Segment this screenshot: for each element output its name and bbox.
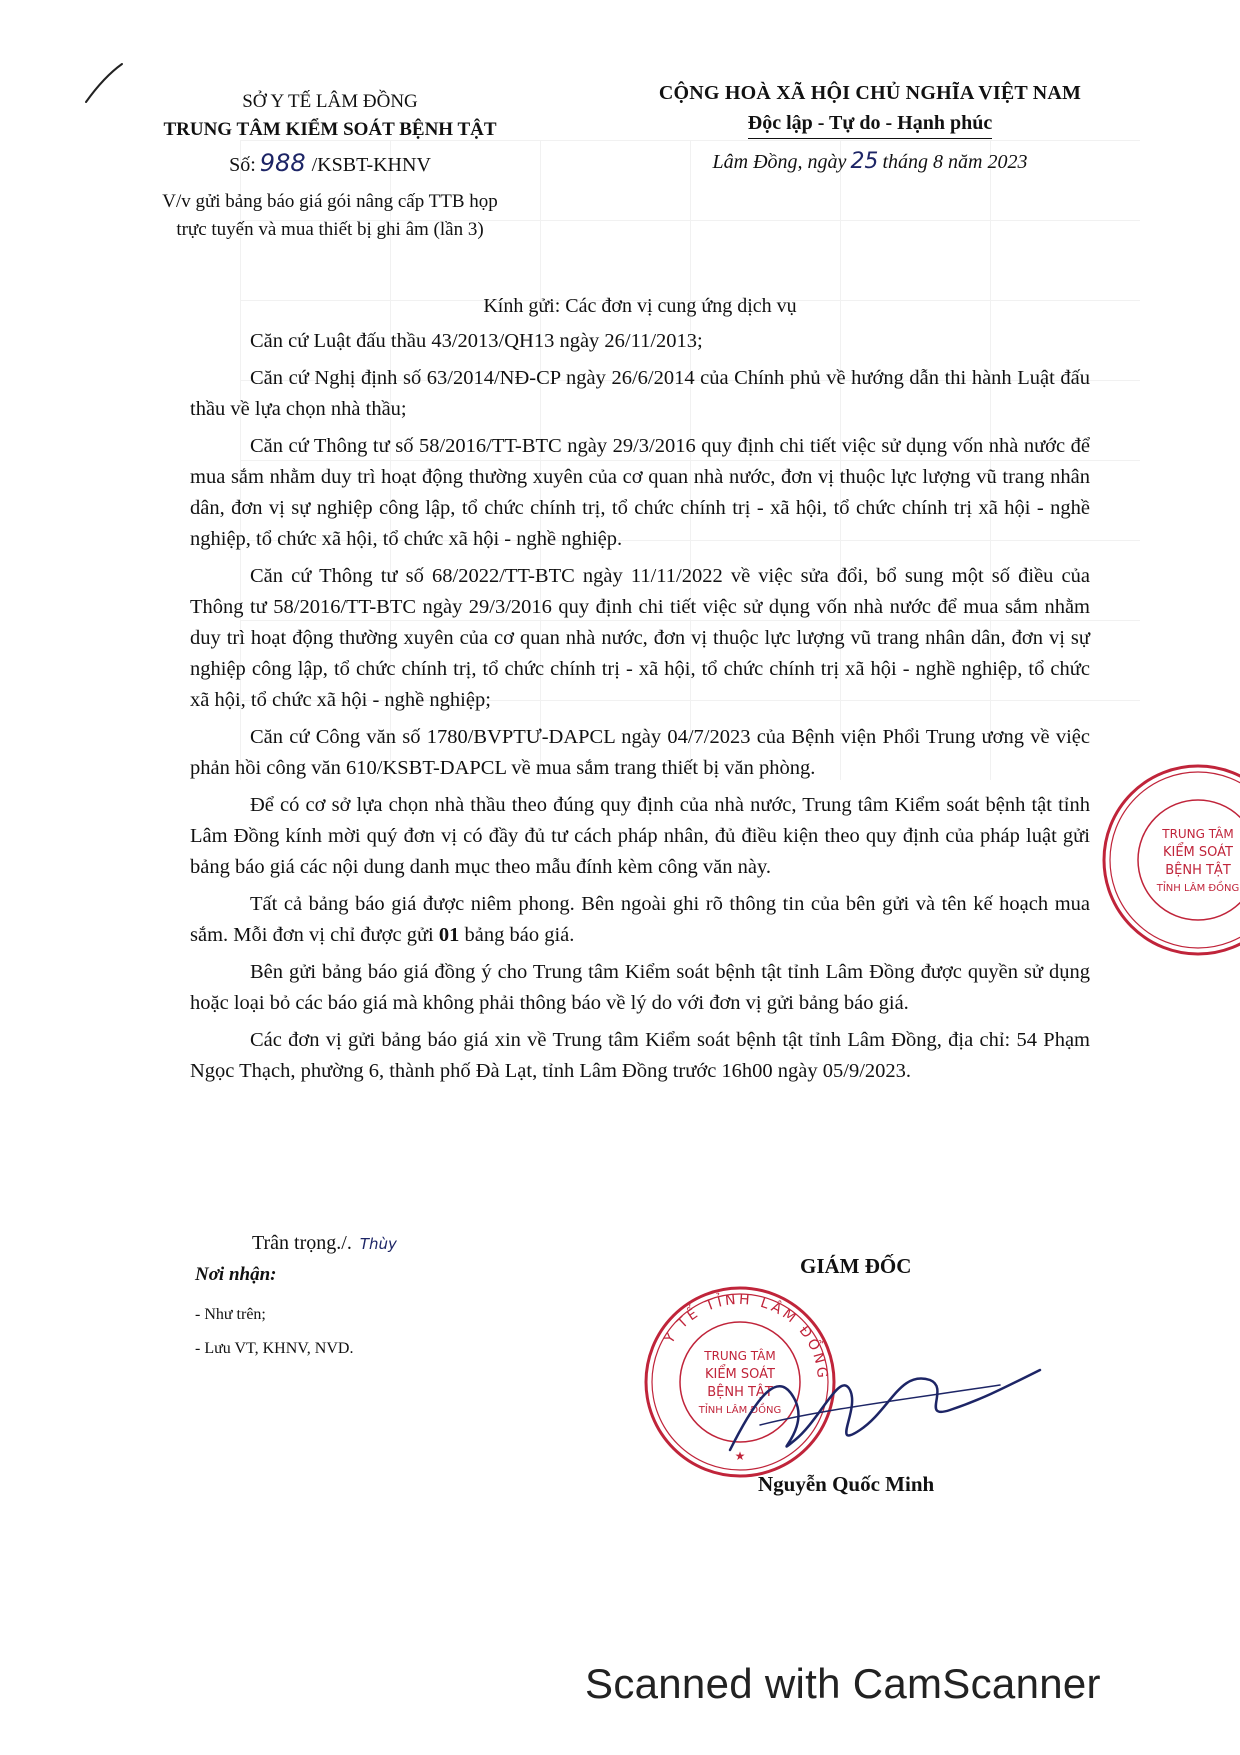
paragraph-invitation: Để có cơ sở lựa chọn nhà thầu theo đúng quy định của nhà nước, Trung tâm Kiểm soát bệnh tật tỉnh Lâm Đồng kính mời quý đơn vị có đầy đủ tư cách pháp nhân, đủ điều kiện theo quy định của pháp luật gửi bảng báo giá các nội dung danh mục theo mẫu đính kèm công văn này.	[190, 794, 1090, 878]
stamp-line: TRUNG TÂM	[704, 1349, 776, 1363]
stamp-line: BỆNH TẬT	[707, 1385, 773, 1400]
national-header	[610, 78, 1130, 179]
paragraph-law: Căn cứ Luật đấu thầu 43/2013/QH13 ngày 26/11/2013;	[250, 330, 703, 352]
paragraph-sealed-quotes	[190, 889, 1090, 951]
handwritten-number: 988	[259, 149, 306, 177]
paragraph-circular-68: Căn cứ Thông tư số 68/2022/TT-BTC ngày 11/11/2022 về việc sửa đổi, bổ sung một số điều của Thông tư 58/2016/TT-BTC ngày 29/3/2016 quy định chi tiết việc sử dụng vốn nhà nước để mua sắm nhằm duy trì hoạt động thường xuyên của cơ quan nhà nước, đơn vị thuộc lực lượng vũ trang nhân dân, đơn vị sự nghiệp công lập, tổ chức chính trị, tổ chức chính trị - xã hội, tổ chức chính trị xã hội - nghề nghiệp, tổ chức xã hội, tổ chức xã hội - nghề nghiệp;	[190, 565, 1090, 711]
letter-body	[190, 326, 1090, 1093]
date-suffix: tháng 8 năm 2023	[882, 151, 1028, 173]
recipient-line: Kính gửi: Các đơn vị cung ứng dịch vụ	[483, 295, 797, 317]
paragraph-consent: Bên gửi bảng báo giá đồng ý cho Trung tâm Kiểm soát bệnh tật tỉnh Lâm Đồng được quyền sử dụng hoặc loại bỏ các báo giá mà không phải thông báo về lý do với đơn vị gửi bảng báo giá.	[190, 961, 1090, 1014]
paragraph-address: Các đơn vị gửi bảng báo giá xin về Trung tâm Kiểm soát bệnh tật tỉnh Lâm Đồng, địa chỉ: 54 Phạm Ngọc Thạch, phường 6, thành phố Đà Lạt, tỉnh Lâm Đồng trước 16h00 ngày 05/9/2023.	[190, 1029, 1090, 1082]
stamp-line: KIỂM SOÁT	[704, 1367, 776, 1382]
closing-line	[252, 1232, 397, 1255]
sealed-text-2: bảng báo giá.	[459, 924, 575, 946]
number-prefix: Số:	[229, 154, 256, 176]
national-motto: Độc lập - Tự do - Hạnh phúc	[748, 108, 992, 139]
stamp-line: BỆNH TẬT	[1165, 863, 1231, 878]
stamp-line: TỈNH LÂM ĐỒNG	[698, 1405, 782, 1416]
subject-line-2: trực tuyến và mua thiết bị ghi âm (lần 3)	[176, 219, 484, 240]
country-name: CỘNG HOÀ XÃ HỘI CHỦ NGHĨA VIỆT NAM	[658, 82, 1082, 104]
recipient-item: - Như trên;	[195, 1306, 266, 1323]
scanner-watermark: Scanned with CamScanner	[585, 1660, 1101, 1707]
place-date	[610, 145, 1130, 179]
recipient-item: - Lưu VT, KHNV, NVD.	[195, 1340, 354, 1357]
stamp-star-icon: ★	[734, 1449, 746, 1463]
date-prefix: Lâm Đồng, ngày	[712, 151, 847, 173]
stamp-ring-text: Y TẾ TỈNH LÂM ĐỒNG	[661, 1291, 831, 1382]
document-number	[150, 146, 510, 182]
quote-count: 01	[438, 924, 460, 946]
handwritten-initials: Thùy	[359, 1235, 397, 1253]
stamp-line: TRUNG TÂM	[1162, 827, 1234, 841]
recipients-list	[195, 1298, 353, 1366]
stamp-line: TỈNH LÂM ĐỒNG	[1156, 883, 1240, 894]
paragraph-decree: Căn cứ Nghị định số 63/2014/NĐ-CP ngày 26/6/2014 của Chính phủ về hướng dẫn thi hành Luật đấu thầu về lựa chọn nhà thầu;	[190, 367, 1090, 420]
director-signature	[700, 1330, 1060, 1480]
margin-stamp-partial	[1098, 760, 1240, 960]
subject-line-1: V/v gửi bảng báo giá gói nâng cấp TTB họp	[162, 191, 498, 212]
signer-title: GIÁM ĐỐC	[800, 1254, 912, 1278]
issuer-block	[150, 88, 510, 244]
agency-name: SỞ Y TẾ LÂM ĐỒNG	[242, 91, 418, 112]
closing-text: Trân trọng./.	[252, 1232, 352, 1254]
number-suffix: /KSBT-KHNV	[311, 154, 431, 176]
stamp-line: KIỂM SOÁT	[1162, 845, 1234, 860]
sealed-text-1: Tất cả bảng báo giá được niêm phong. Bên ngoài ghi rõ thông tin của bên gửi và tên kế hoạch mua sắm. Mỗi đơn vị chỉ được gửi	[190, 893, 1090, 946]
center-name: TRUNG TÂM KIỂM SOÁT BỆNH TẬT	[163, 119, 497, 140]
paragraph-official-letter: Căn cứ Công văn số 1780/BVPTƯ-DAPCL ngày 04/7/2023 của Bệnh viện Phổi Trung ương về việc phản hồi công văn 610/KSBT-DAPCL về mua sắm trang thiết bị văn phòng.	[190, 726, 1090, 779]
pen-tick-mark	[78, 60, 128, 106]
paragraph-circular-58: Căn cứ Thông tư số 58/2016/TT-BTC ngày 29/3/2016 quy định chi tiết việc sử dụng vốn nhà nước để mua sắm nhằm duy trì hoạt động thường xuyên của cơ quan nhà nước, đơn vị thuộc lực lượng vũ trang nhân dân, đơn vị sự nghiệp công lập, tổ chức chính trị, tổ chức chính trị - xã hội, tổ chức chính trị xã hội - nghề nghiệp, tổ chức xã hội, tổ chức xã hội - nghề nghiệp.	[190, 435, 1090, 550]
signer-name: Nguyễn Quốc Minh	[758, 1472, 935, 1496]
handwritten-day: 25	[850, 149, 879, 174]
recipients-heading: Nơi nhận:	[195, 1264, 277, 1285]
